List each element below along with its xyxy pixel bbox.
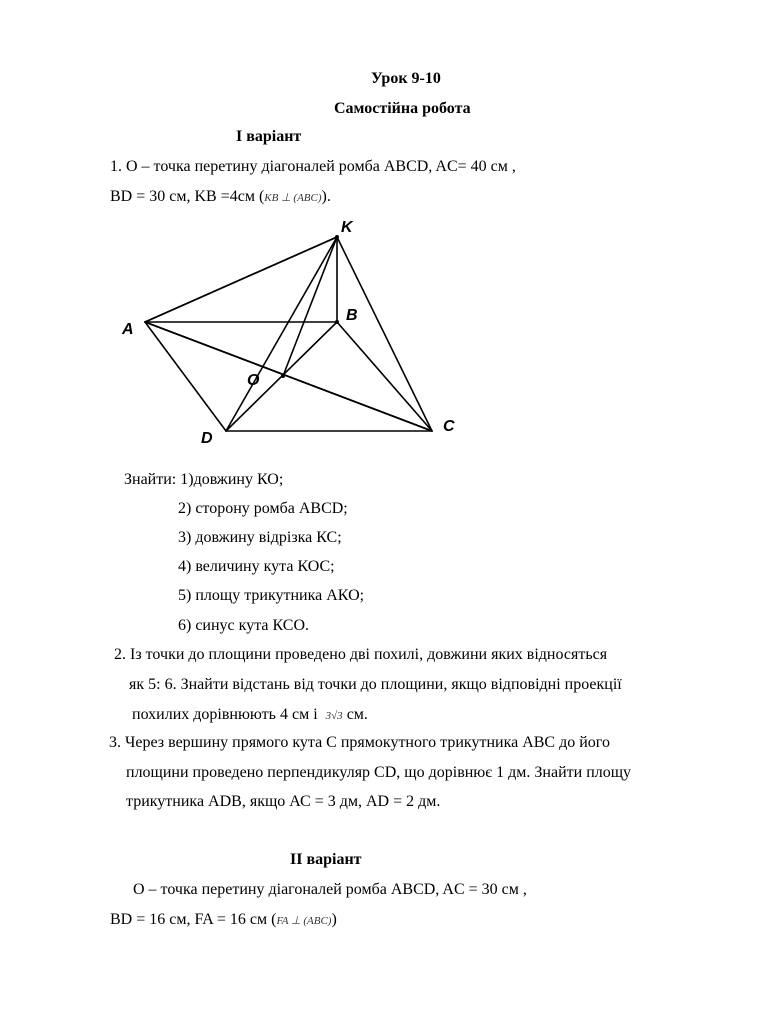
find-item-3: 3) довжину відрізка КС; [178, 529, 342, 546]
label-c: C [443, 418, 455, 435]
variant2-line2 [110, 910, 337, 931]
edge-kc [337, 237, 432, 431]
find-item-2: 2) сторону ромба ABCD; [178, 500, 348, 517]
task1-line2-text: BD = 30 см, KB =4см ( [110, 188, 265, 205]
find-item-6: 6) синус кута КСО. [178, 617, 309, 634]
rhombus-pyramid-figure [0, 0, 768, 460]
task1-line2-end: ). [321, 188, 331, 205]
label-d: D [201, 430, 213, 447]
task1-condition: KB ⊥ (ABC) [264, 192, 322, 204]
label-o: O [247, 372, 260, 389]
variant2-line2-end: ) [331, 911, 337, 928]
find-item-4: 4) величину кута КОС; [178, 558, 335, 575]
find-item-5: 5) площу трикутника АКО; [178, 587, 365, 604]
edge-ad [145, 322, 226, 431]
find-intro: Знайти: 1)довжину КО; [124, 471, 284, 488]
variant-1-title: І варіант [236, 128, 302, 145]
variant2-condition: FA ⊥ (ABC) [276, 915, 332, 927]
task1-line1: 1. О – точка перетину діагоналей ромба ABCD, AC= 40 см , [110, 158, 516, 175]
task3-line2: площини проведено перпендикуляр СD, що дорівнює 1 дм. Знайти площу [126, 764, 632, 781]
edge-bc [337, 322, 432, 431]
edge-ak-plane [145, 322, 432, 431]
lesson-title: Урок 9-10 [371, 70, 441, 87]
variant2-line1: О – точка перетину діагоналей ромба ABCD, AC = 30 см , [133, 881, 527, 898]
task2-line1: 2. Із точки до площини проведено дві похилі, довжини яких відносяться [114, 646, 608, 663]
label-b: B [346, 307, 358, 324]
task2-line3-b: см. [346, 706, 368, 723]
work-title: Самостійна робота [334, 100, 471, 117]
variant-2-title: ІІ варіант [290, 851, 362, 868]
task3-line3: трикутника ADB, якщо АС = 3 дм, AD = 2 дм. [126, 793, 441, 810]
task2-line3 [132, 705, 368, 726]
task2-line2: як 5: 6. Знайти відстань від точки до площини, якщо відповідні проекції [129, 676, 622, 693]
task3-line1: 3. Через вершину прямого кута С прямокутного трикутника АВС до його [109, 734, 610, 751]
edge-kd [226, 237, 337, 431]
task2-line3-a: похилих дорівнюють 4 см і [132, 706, 318, 723]
label-a: A [122, 321, 134, 338]
task2-math: 3√3 [325, 710, 343, 722]
variant2-line2-text: BD = 16 см, FA = 16 см ( [110, 911, 277, 928]
label-k: K [341, 219, 353, 236]
